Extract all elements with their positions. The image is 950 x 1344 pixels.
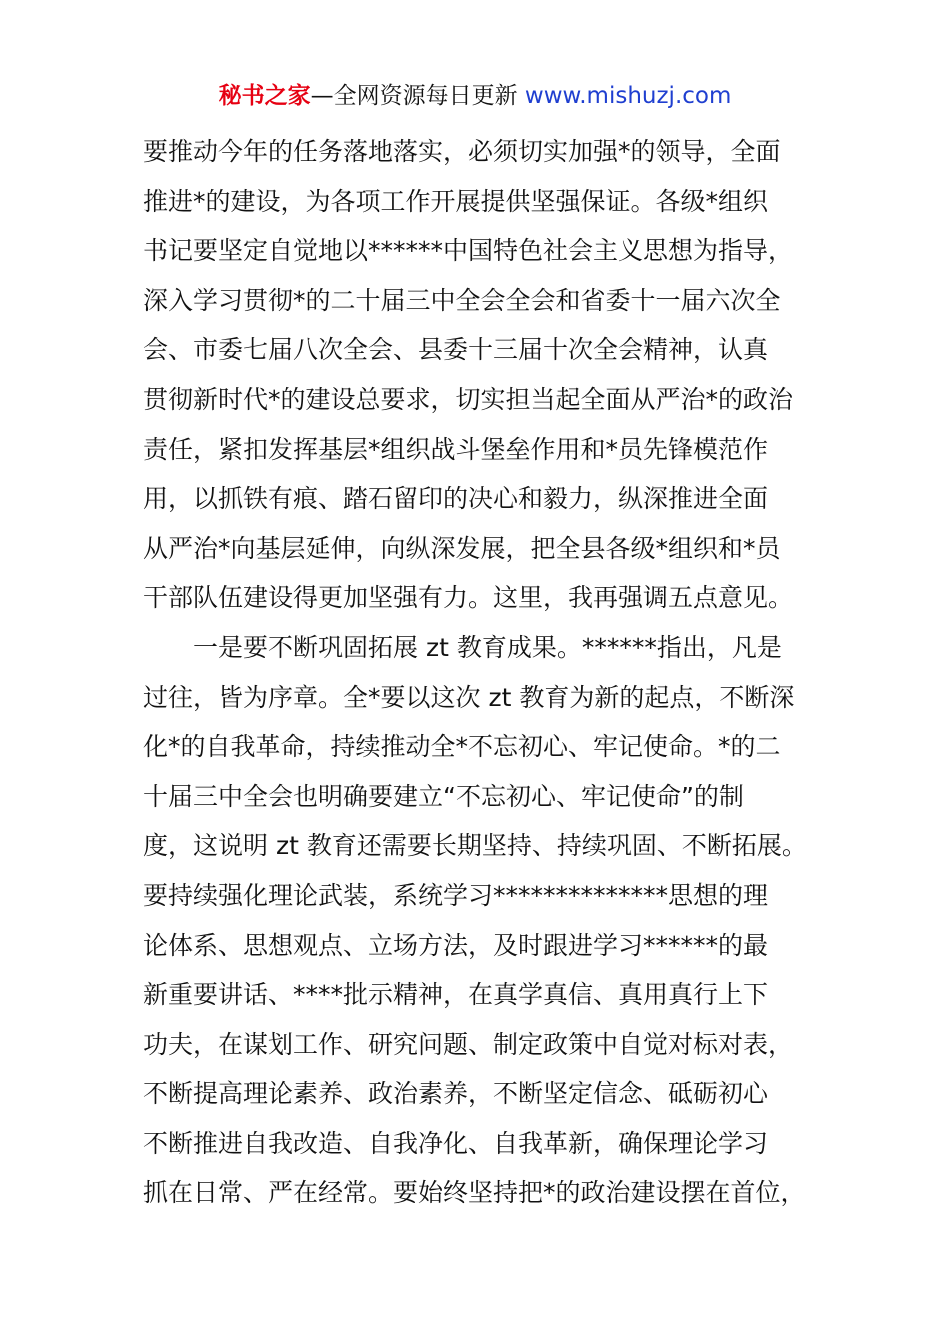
- text-line: 推进*的建设，为各项工作开展提供坚强保证。各级*组织: [143, 186, 769, 216]
- text-line: 要持续强化理论武装，系统学习**************思想的理: [143, 880, 769, 910]
- text-line: 书记要坚定自觉地以******中国特色社会主义思想为指导，: [143, 236, 794, 266]
- site-header: [0, 80, 950, 112]
- header-tagline: —全网资源每日更新: [310, 83, 518, 109]
- text-line: 深入学习贯彻*的二十届三中全会全会和省委十一届六次全: [143, 285, 781, 315]
- text-line: 过往，皆为序章。全*要以这次 zt 教育为新的起点，不断深: [143, 682, 795, 712]
- text-line: 十届三中全会也明确要建立“不忘初心、牢记使命”的制: [143, 781, 744, 811]
- text-line: 不断推进自我改造、自我净化、自我革新，确保理论学习: [143, 1128, 769, 1158]
- text-line: 从严治*向基层延伸，向纵深发展，把全县各级*组织和*员: [143, 533, 781, 563]
- text-line: 功夫，在谋划工作、研究问题、制定政策中自觉对标对表，: [143, 1029, 794, 1059]
- text-line: 不断提高理论素养、政治素养，不断坚定信念、砥砺初心: [143, 1079, 769, 1109]
- text-line: 抓在日常、严在经常。要始终坚持把*的政治建设摆在首位，: [143, 1178, 806, 1208]
- text-line: 会、市委七届八次全会、县委十三届十次全会精神，认真: [143, 335, 769, 365]
- text-line: 用，以抓铁有痕、踏石留印的决心和毅力，纵深推进全面: [143, 484, 769, 514]
- text-line: 要推动今年的任务落地落实，必须切实加强*的领导，全面: [143, 137, 781, 166]
- site-url-link[interactable]: www.mishuzj.com: [524, 83, 732, 109]
- text-line: 度，这说明 zt 教育还需要长期坚持、持续巩固、不断拓展。: [143, 831, 807, 861]
- text-line: 责任，紧扣发挥基层*组织战斗堡垒作用和*员先锋模范作: [143, 434, 769, 464]
- text-line: 化*的自我革命，持续推动全*不忘初心、牢记使命。*的二: [143, 732, 781, 762]
- text-line: 干部队伍建设得更加坚强有力。这里，我再强调五点意见。: [143, 583, 794, 613]
- text-line: 贯彻新时代*的建设总要求，切实担当起全面从严治*的政治: [143, 384, 794, 414]
- brand-name: 秘书之家: [218, 83, 311, 109]
- document-body: [143, 127, 833, 1218]
- text-line: 新重要讲话、****批示精神，在真学真信、真用真行上下: [143, 980, 769, 1010]
- paragraph-first-line: 一是要不断巩固拓展 zt 教育成果。******指出，凡是: [193, 632, 782, 662]
- text-line: 论体系、思想观点、立场方法，及时跟进学习******的最: [143, 930, 769, 960]
